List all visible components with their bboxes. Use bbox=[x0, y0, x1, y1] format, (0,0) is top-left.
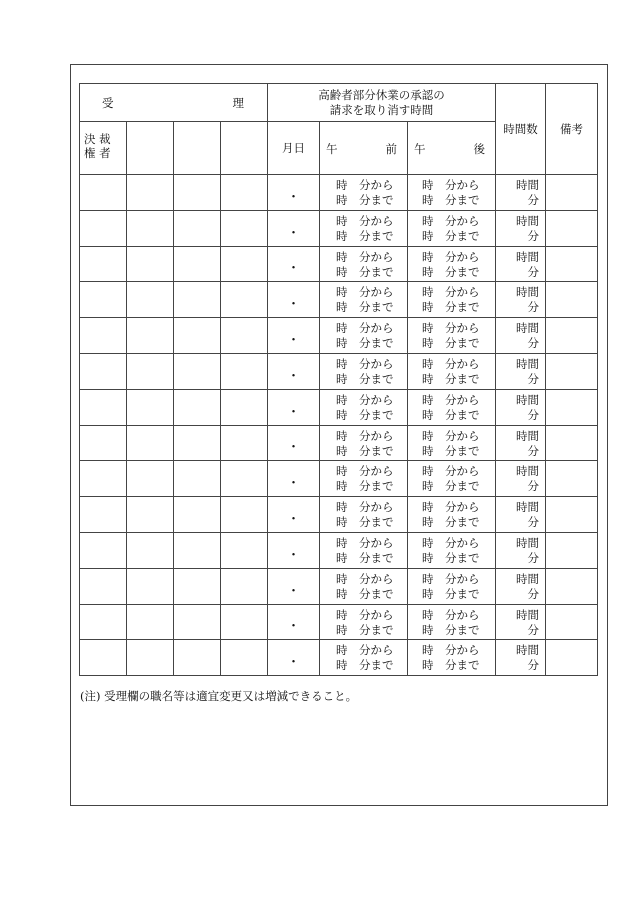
remarks-cell bbox=[546, 210, 598, 246]
table-row bbox=[80, 210, 598, 246]
request-header bbox=[268, 84, 496, 122]
hours-cell bbox=[496, 175, 546, 211]
month-day-cell: ・ bbox=[268, 461, 320, 497]
am-from: 時 分から bbox=[336, 321, 394, 336]
kessai-cell bbox=[80, 497, 127, 533]
pm-to: 時 分まで bbox=[422, 407, 480, 422]
am-from: 時 分から bbox=[336, 392, 394, 407]
approver-cell bbox=[174, 389, 221, 425]
pm-to: 時 分まで bbox=[422, 479, 480, 494]
am-header bbox=[320, 122, 408, 175]
table-row bbox=[80, 568, 598, 604]
month-day-cell: ・ bbox=[268, 282, 320, 318]
am-time-cell bbox=[320, 497, 408, 533]
am-time-cell bbox=[320, 461, 408, 497]
approver-cell bbox=[174, 497, 221, 533]
pm-label-1: 午 bbox=[414, 142, 426, 156]
pm-to: 時 分まで bbox=[422, 193, 480, 207]
am-from: 時 分から bbox=[336, 428, 394, 443]
pm-time-cell bbox=[408, 604, 496, 640]
am-from: 時 分から bbox=[336, 500, 394, 515]
header-row bbox=[80, 84, 598, 122]
pm-from: 時 分から bbox=[422, 607, 480, 622]
pm-time-cell bbox=[408, 461, 496, 497]
hours-label: 時間 bbox=[516, 571, 539, 586]
pm-to: 時 分まで bbox=[422, 264, 480, 279]
pm-to: 時 分まで bbox=[422, 336, 480, 351]
kessai-header bbox=[80, 122, 127, 175]
approver-cell bbox=[221, 497, 268, 533]
am-to: 時 分まで bbox=[336, 228, 394, 243]
kessai-cell bbox=[80, 353, 127, 389]
pm-to: 時 分まで bbox=[422, 443, 480, 458]
approver-cell bbox=[127, 122, 174, 175]
kessai-cell bbox=[80, 532, 127, 568]
approver-cell bbox=[174, 318, 221, 354]
am-to: 時 分まで bbox=[336, 371, 394, 386]
pm-time-cell bbox=[408, 246, 496, 282]
month-day-cell: ・ bbox=[268, 532, 320, 568]
approver-cell bbox=[221, 175, 268, 211]
hours-cell bbox=[496, 282, 546, 318]
remarks-header: 備考 bbox=[546, 84, 598, 175]
am-time-cell bbox=[320, 640, 408, 676]
month-day-cell: ・ bbox=[268, 318, 320, 354]
pm-from: 時 分から bbox=[422, 321, 480, 336]
approver-cell bbox=[127, 461, 174, 497]
hours-cell bbox=[496, 210, 546, 246]
hours-label: 時間 bbox=[516, 535, 539, 550]
approver-cell bbox=[174, 461, 221, 497]
remarks-cell bbox=[546, 568, 598, 604]
request-header-line1: 高齢者部分休業の承認の bbox=[318, 87, 445, 102]
remarks-cell bbox=[546, 425, 598, 461]
minutes-label: 分 bbox=[527, 479, 539, 494]
am-to: 時 分まで bbox=[336, 515, 394, 530]
am-time-cell bbox=[320, 246, 408, 282]
am-from: 時 分から bbox=[336, 213, 394, 228]
pm-to: 時 分まで bbox=[422, 371, 480, 386]
am-from: 時 分から bbox=[336, 356, 394, 371]
am-to: 時 分まで bbox=[336, 479, 394, 494]
remarks-cell bbox=[546, 318, 598, 354]
approver-cell bbox=[174, 425, 221, 461]
approver-cell bbox=[221, 210, 268, 246]
minutes-label: 分 bbox=[527, 622, 539, 637]
approver-cell bbox=[221, 461, 268, 497]
kessai-cell bbox=[80, 461, 127, 497]
month-day-cell: ・ bbox=[268, 425, 320, 461]
approver-cell bbox=[127, 389, 174, 425]
pm-time-cell bbox=[408, 318, 496, 354]
cancel-request-table bbox=[79, 83, 598, 676]
hours-label: 時間 bbox=[516, 607, 539, 622]
table-row bbox=[80, 318, 598, 354]
approver-cell bbox=[127, 497, 174, 533]
remarks-cell bbox=[546, 175, 598, 211]
am-time-cell bbox=[320, 425, 408, 461]
approver-cell bbox=[127, 532, 174, 568]
approver-cell bbox=[174, 246, 221, 282]
pm-to: 時 分まで bbox=[422, 658, 480, 673]
hours-cell bbox=[496, 246, 546, 282]
juri-label-left: 受 bbox=[102, 96, 114, 110]
am-label-1: 午 bbox=[326, 142, 338, 156]
approver-cell bbox=[221, 389, 268, 425]
am-from: 時 分から bbox=[336, 643, 394, 658]
am-time-cell bbox=[320, 282, 408, 318]
approver-cell bbox=[127, 175, 174, 211]
pm-from: 時 分から bbox=[422, 571, 480, 586]
am-to: 時 分まで bbox=[336, 264, 394, 279]
month-day-cell: ・ bbox=[268, 246, 320, 282]
table-row bbox=[80, 175, 598, 211]
approver-cell bbox=[174, 210, 221, 246]
approver-cell bbox=[174, 353, 221, 389]
remarks-cell bbox=[546, 353, 598, 389]
minutes-label: 分 bbox=[527, 300, 539, 315]
pm-time-cell bbox=[408, 568, 496, 604]
remarks-cell bbox=[546, 604, 598, 640]
pm-from: 時 分から bbox=[422, 643, 480, 658]
am-time-cell bbox=[320, 389, 408, 425]
minutes-label: 分 bbox=[527, 515, 539, 530]
am-from: 時 分から bbox=[336, 285, 394, 300]
pm-from: 時 分から bbox=[422, 178, 480, 192]
pm-time-cell bbox=[408, 282, 496, 318]
hours-label: 時間 bbox=[516, 500, 539, 515]
approver-cell bbox=[221, 568, 268, 604]
remarks-cell bbox=[546, 389, 598, 425]
hours-label: 時間 bbox=[516, 464, 539, 479]
remarks-cell bbox=[546, 640, 598, 676]
minutes-label: 分 bbox=[527, 550, 539, 565]
hours-cell bbox=[496, 532, 546, 568]
table-row bbox=[80, 425, 598, 461]
kessai-cell bbox=[80, 175, 127, 211]
am-from: 時 分から bbox=[336, 535, 394, 550]
minutes-label: 分 bbox=[527, 264, 539, 279]
approver-cell bbox=[127, 640, 174, 676]
pm-time-cell bbox=[408, 640, 496, 676]
month-day-cell: ・ bbox=[268, 389, 320, 425]
hours-label: 時間 bbox=[516, 392, 539, 407]
approver-cell bbox=[174, 175, 221, 211]
pm-to: 時 分まで bbox=[422, 586, 480, 601]
approver-cell bbox=[221, 604, 268, 640]
pm-from: 時 分から bbox=[422, 392, 480, 407]
hours-label: 時間 bbox=[516, 213, 539, 228]
kessai-cell bbox=[80, 425, 127, 461]
month-day-cell: ・ bbox=[268, 175, 320, 211]
pm-to: 時 分まで bbox=[422, 622, 480, 637]
approver-cell bbox=[174, 568, 221, 604]
pm-time-cell bbox=[408, 497, 496, 533]
pm-to: 時 分まで bbox=[422, 515, 480, 530]
am-to: 時 分まで bbox=[336, 550, 394, 565]
hours-label: 時間 bbox=[516, 178, 539, 192]
approver-cell bbox=[127, 210, 174, 246]
approver-cell bbox=[221, 122, 268, 175]
pm-time-cell bbox=[408, 353, 496, 389]
hours-label: 時間 bbox=[516, 643, 539, 658]
kessai-label-line2: 権 者 bbox=[84, 146, 111, 160]
month-day-cell: ・ bbox=[268, 604, 320, 640]
table-row bbox=[80, 282, 598, 318]
am-label-2: 前 bbox=[385, 142, 397, 156]
hours-count-header: 時間数 bbox=[496, 84, 546, 175]
pm-from: 時 分から bbox=[422, 428, 480, 443]
approver-cell bbox=[127, 282, 174, 318]
kessai-cell bbox=[80, 210, 127, 246]
pm-from: 時 分から bbox=[422, 356, 480, 371]
hours-cell bbox=[496, 604, 546, 640]
month-day-cell: ・ bbox=[268, 210, 320, 246]
remarks-cell bbox=[546, 497, 598, 533]
table-row bbox=[80, 353, 598, 389]
kessai-cell bbox=[80, 568, 127, 604]
approver-cell bbox=[174, 122, 221, 175]
juri-header bbox=[80, 84, 268, 122]
am-to: 時 分まで bbox=[336, 658, 394, 673]
approver-cell bbox=[174, 532, 221, 568]
pm-from: 時 分から bbox=[422, 535, 480, 550]
am-from: 時 分から bbox=[336, 464, 394, 479]
remarks-cell bbox=[546, 282, 598, 318]
am-to: 時 分まで bbox=[336, 407, 394, 422]
pm-from: 時 分から bbox=[422, 464, 480, 479]
pm-to: 時 分まで bbox=[422, 300, 480, 315]
request-header-line2: 請求を取り消す時間 bbox=[329, 102, 434, 117]
am-to: 時 分まで bbox=[336, 193, 394, 207]
am-time-cell bbox=[320, 210, 408, 246]
kessai-cell bbox=[80, 640, 127, 676]
kessai-cell bbox=[80, 604, 127, 640]
juri-label-right: 理 bbox=[232, 96, 244, 110]
approver-cell bbox=[174, 640, 221, 676]
hours-label: 時間 bbox=[516, 249, 539, 264]
am-to: 時 分まで bbox=[336, 443, 394, 458]
pm-from: 時 分から bbox=[422, 285, 480, 300]
table-row bbox=[80, 497, 598, 533]
hours-label: 時間 bbox=[516, 428, 539, 443]
pm-time-cell bbox=[408, 175, 496, 211]
kessai-cell bbox=[80, 318, 127, 354]
month-day-header: 月日 bbox=[268, 122, 320, 175]
hours-cell bbox=[496, 640, 546, 676]
kessai-cell bbox=[80, 282, 127, 318]
pm-header bbox=[408, 122, 496, 175]
kessai-cell bbox=[80, 389, 127, 425]
remarks-cell bbox=[546, 246, 598, 282]
approver-cell bbox=[221, 246, 268, 282]
am-time-cell bbox=[320, 604, 408, 640]
approver-cell bbox=[221, 282, 268, 318]
table-row bbox=[80, 389, 598, 425]
am-from: 時 分から bbox=[336, 607, 394, 622]
kessai-label-line1: 決 裁 bbox=[84, 132, 111, 146]
approver-cell bbox=[127, 318, 174, 354]
pm-time-cell bbox=[408, 425, 496, 461]
pm-time-cell bbox=[408, 532, 496, 568]
am-to: 時 分まで bbox=[336, 586, 394, 601]
table-row bbox=[80, 604, 598, 640]
pm-to: 時 分まで bbox=[422, 228, 480, 243]
am-time-cell bbox=[320, 353, 408, 389]
pm-label-2: 後 bbox=[473, 142, 485, 156]
approver-cell bbox=[127, 246, 174, 282]
pm-to: 時 分まで bbox=[422, 550, 480, 565]
hours-label: 時間 bbox=[516, 321, 539, 336]
am-to: 時 分まで bbox=[336, 336, 394, 351]
pm-from: 時 分から bbox=[422, 213, 480, 228]
approver-cell bbox=[221, 318, 268, 354]
minutes-label: 分 bbox=[527, 336, 539, 351]
hours-label: 時間 bbox=[516, 356, 539, 371]
am-from: 時 分から bbox=[336, 571, 394, 586]
kessai-cell bbox=[80, 246, 127, 282]
am-to: 時 分まで bbox=[336, 622, 394, 637]
hours-cell bbox=[496, 353, 546, 389]
am-from: 時 分から bbox=[336, 178, 394, 192]
minutes-label: 分 bbox=[527, 193, 539, 207]
hours-cell bbox=[496, 389, 546, 425]
pm-time-cell bbox=[408, 389, 496, 425]
am-from: 時 分から bbox=[336, 249, 394, 264]
pm-time-cell bbox=[408, 210, 496, 246]
data-rows bbox=[80, 175, 598, 676]
remarks-cell bbox=[546, 532, 598, 568]
hours-cell bbox=[496, 461, 546, 497]
approver-cell bbox=[127, 425, 174, 461]
hours-cell bbox=[496, 318, 546, 354]
minutes-label: 分 bbox=[527, 586, 539, 601]
hours-label: 時間 bbox=[516, 285, 539, 300]
approver-cell bbox=[221, 353, 268, 389]
am-time-cell bbox=[320, 568, 408, 604]
am-time-cell bbox=[320, 175, 408, 211]
approver-cell bbox=[221, 640, 268, 676]
minutes-label: 分 bbox=[527, 658, 539, 673]
approver-cell bbox=[174, 604, 221, 640]
am-to: 時 分まで bbox=[336, 300, 394, 315]
table-row bbox=[80, 640, 598, 676]
pm-from: 時 分から bbox=[422, 249, 480, 264]
approver-cell bbox=[127, 353, 174, 389]
footnote: (注) 受理欄の職名等は適宜変更又は増減できること。 bbox=[80, 689, 358, 703]
remarks-cell bbox=[546, 461, 598, 497]
hours-cell bbox=[496, 497, 546, 533]
am-time-cell bbox=[320, 532, 408, 568]
table-row bbox=[80, 461, 598, 497]
pm-from: 時 分から bbox=[422, 500, 480, 515]
minutes-label: 分 bbox=[527, 371, 539, 386]
month-day-cell: ・ bbox=[268, 353, 320, 389]
month-day-cell: ・ bbox=[268, 497, 320, 533]
approver-cell bbox=[221, 532, 268, 568]
minutes-label: 分 bbox=[527, 407, 539, 422]
approver-cell bbox=[127, 568, 174, 604]
month-day-cell: ・ bbox=[268, 568, 320, 604]
approver-cell bbox=[127, 604, 174, 640]
minutes-label: 分 bbox=[527, 228, 539, 243]
minutes-label: 分 bbox=[527, 443, 539, 458]
hours-cell bbox=[496, 568, 546, 604]
approver-cell bbox=[174, 282, 221, 318]
month-day-cell: ・ bbox=[268, 640, 320, 676]
table-row bbox=[80, 246, 598, 282]
am-time-cell bbox=[320, 318, 408, 354]
table-row bbox=[80, 532, 598, 568]
approver-cell bbox=[221, 425, 268, 461]
hours-cell bbox=[496, 425, 546, 461]
